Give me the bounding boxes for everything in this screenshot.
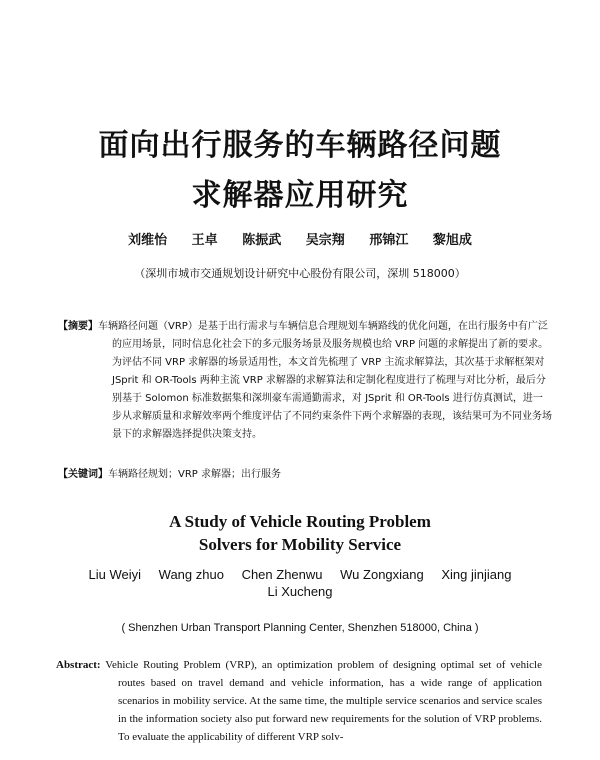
keywords-cn-label: 【关键词】 [58,469,108,480]
author-cn: 吴宗翔 [305,233,345,248]
author-cn: 黎旭成 [432,233,472,248]
title-en-line1: A Study of Vehicle Routing Problem [169,512,431,531]
author-en: Wu Zongxiang [340,567,424,582]
author-cn: 陈振武 [242,233,282,248]
keywords-cn-text: 车辆路径规划；VRP 求解器；出行服务 [108,469,281,480]
title-cn-line2: 求解器应用研究 [191,178,409,213]
title-en-line2: Solvers for Mobility Service [198,535,402,554]
title-cn-line1: 面向出行服务的车辆路径问题 [98,128,502,163]
abstract-cn-label: 【摘要】 [58,321,98,332]
abstract-en-label: Abstract: [56,659,101,671]
author-en: Liu Weiyi [88,567,142,582]
keywords-cn [58,465,558,480]
authors-cn [0,229,600,248]
abstract-cn [58,318,552,444]
author-cn: 刘维怡 [128,233,168,248]
author-en: Xing jinjiang [441,567,512,582]
author-en: Li Xucheng [267,584,333,599]
abstract-en-text: Vehicle Routing Problem (VRP), an optimization problem of designing optimal set of vehicle routes based on travel demand and vehicle information, has a wide range of application scenarios in mobility service. At the same time, the multiple service scenarios and service scales in the information society also put forward new requirements for the solution of VRP problems. To evaluate the applicability of different VRP solv- [105,659,542,743]
author-en: Wang zhuo [158,567,224,582]
author-cn: 王卓 [191,233,218,248]
author-en: Chen Zhenwu [241,567,323,582]
author-cn: 邢锦江 [369,233,409,248]
authors-en [0,566,600,600]
affiliation-en: ( Shenzhen Urban Transport Planning Center, Shenzhen 518000, China ) [121,622,479,634]
abstract-cn-text: 车辆路径问题（VRP）是基于出行需求与车辆信息合理规划车辆路线的优化问题，在出行服务中有广泛的应用场景，同时信息化社会下的多元服务场景及服务规模也给 VRP 问题的求解提出了新的要求。为评估不同 VRP 求解器的场景适用性，本文首先梳理了 VRP 主流求解算法，其次基于求解框架对 JSprit 和 OR-Tools 两种主流 VRP 求解器的求解算法和定制化程度进行了梳理与对比分析，最后分别基于 Solomon 标准数据集和深圳豪车需通勤需求，对 JSprit 和 OR-Tools 进行仿真测试，进一步从求解质量和求解效率两个维度评估了不同约束条件下两个求解器的表现，该结果可为不同业务场景下的求解器选择提供决策支持。 [98,321,552,440]
affiliation-cn: （深圳市城市交通规划设计研究中心股份有限公司，深圳 518000） [134,267,466,280]
abstract-en [56,656,542,746]
